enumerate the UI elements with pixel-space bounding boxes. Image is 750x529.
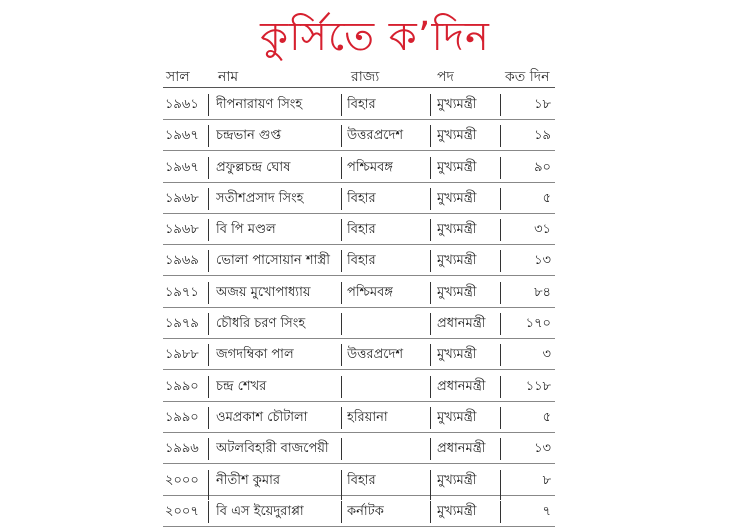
column-divider: [208, 501, 209, 523]
column-divider: [500, 94, 501, 116]
name-cell: ভোলা পাসোয়ান শাস্ত্রী: [216, 253, 330, 269]
column-divider: [500, 501, 501, 523]
table-row: [0, 185, 750, 213]
year-cell: ১৯৬৮: [165, 190, 199, 206]
column-divider: [208, 125, 209, 147]
column-divider: [430, 219, 431, 241]
state-cell: বিহার: [347, 190, 376, 206]
header-name: নাম: [218, 69, 239, 85]
data-table: [0, 91, 750, 529]
column-divider: [341, 407, 342, 429]
column-divider: [430, 313, 431, 335]
state-cell: বিহার: [347, 222, 376, 238]
post-cell: প্রধানমন্ত্রী: [437, 441, 486, 457]
table-row: [0, 404, 750, 432]
post-cell: মুখ্যমন্ত্রী: [437, 253, 477, 269]
column-divider: [208, 282, 209, 304]
column-divider: [430, 376, 431, 398]
column-divider: [341, 219, 342, 241]
year-cell: ১৯৯০: [165, 409, 199, 425]
row-divider: [163, 369, 555, 370]
header-days: কত দিন: [505, 69, 550, 85]
column-divider: [500, 250, 501, 272]
row-divider: [163, 275, 555, 276]
row-divider: [163, 495, 555, 496]
column-divider: [341, 344, 342, 366]
column-divider: [208, 250, 209, 272]
table-row: [0, 435, 750, 463]
post-cell: প্রধানমন্ত্রী: [437, 378, 486, 394]
state-cell: পশ্চিমবঙ্গ: [347, 159, 393, 175]
header-year: সাল: [166, 69, 190, 85]
state-cell: বিহার: [347, 97, 376, 112]
header-state: রাজ্য: [351, 69, 380, 85]
column-divider: [341, 125, 342, 147]
year-cell: ২০০০: [165, 472, 199, 488]
days-cell: ১৩: [534, 253, 551, 269]
column-divider: [500, 344, 501, 366]
days-cell: ৮: [542, 472, 551, 488]
name-cell: বি এস ইয়েদুরাপ্পা: [216, 503, 304, 519]
page-title: কুর্সিতে ক’দিন: [260, 14, 490, 60]
column-divider: [430, 157, 431, 179]
name-cell: বি পি মণ্ডল: [216, 222, 276, 238]
post-cell: মুখ্যমন্ত্রী: [437, 222, 477, 238]
table-row: [0, 216, 750, 244]
state-cell: [347, 435, 427, 463]
name-cell: দীপনারায়ণ সিংহ: [216, 97, 303, 112]
name-cell: চন্দ্রভান গুপ্ত: [216, 128, 282, 144]
column-divider: [341, 501, 342, 523]
column-divider: [208, 188, 209, 210]
post-cell: মুখ্যমন্ত্রী: [437, 409, 477, 425]
table-row: [0, 122, 750, 150]
table-row: [0, 310, 750, 338]
post-cell: মুখ্যমন্ত্রী: [437, 159, 477, 175]
column-divider-stub: [430, 488, 431, 500]
column-divider: [341, 376, 342, 398]
state-cell: উত্তরপ্রদেশ: [347, 347, 404, 363]
days-cell: ৩: [542, 347, 551, 363]
name-cell: নীতীশ কুমার: [216, 472, 281, 488]
name-cell: ওমপ্রকাশ চৌটালা: [216, 409, 308, 425]
name-cell: সতীশপ্রসাদ সিংহ: [216, 190, 304, 206]
row-divider: [163, 432, 555, 433]
column-divider: [208, 407, 209, 429]
column-divider: [208, 157, 209, 179]
column-divider: [430, 250, 431, 272]
year-cell: ১৯৬৯: [165, 253, 199, 269]
column-divider-stub: [500, 488, 501, 500]
column-divider: [500, 407, 501, 429]
name-cell: চৌধরি চরণ সিংহ: [216, 316, 306, 332]
row-divider: [163, 150, 555, 151]
column-divider: [208, 438, 209, 460]
column-divider: [500, 188, 501, 210]
year-cell: ১৯৭৯: [165, 316, 199, 332]
year-cell: ১৯৬৭: [165, 159, 199, 175]
table-row: [0, 154, 750, 182]
post-cell: মুখ্যমন্ত্রী: [437, 347, 477, 363]
days-cell: ১৮: [534, 97, 551, 112]
column-divider: [208, 94, 209, 116]
year-cell: ১৯৬৭: [165, 128, 199, 144]
column-divider: [430, 344, 431, 366]
row-divider: [163, 526, 555, 527]
row-divider: [163, 307, 555, 308]
column-divider: [341, 282, 342, 304]
column-divider: [430, 501, 431, 523]
days-cell: ১৯: [534, 128, 551, 144]
year-cell: ১৯৭১: [165, 284, 199, 300]
column-divider: [341, 438, 342, 460]
state-cell: বিহার: [347, 253, 376, 269]
table-row: [0, 279, 750, 307]
days-cell: ৯০: [534, 159, 551, 175]
days-cell: ৮৪: [534, 284, 551, 300]
year-cell: ১৯৮৮: [165, 347, 199, 363]
days-cell: ১৭০: [525, 316, 551, 332]
name-cell: প্রফুল্লচন্দ্র ঘোষ: [216, 159, 291, 175]
column-divider: [500, 376, 501, 398]
column-divider: [341, 250, 342, 272]
table-row: [0, 91, 750, 119]
year-cell: ১৯৬৮: [165, 222, 199, 238]
column-divider: [430, 282, 431, 304]
days-cell: ৫: [542, 409, 551, 425]
name-cell: অটলবিহারী বাজপেয়ী: [216, 441, 329, 457]
post-cell: মুখ্যমন্ত্রী: [437, 97, 477, 112]
column-divider: [500, 313, 501, 335]
state-cell: বিহার: [347, 472, 376, 488]
row-divider: [163, 213, 555, 214]
table-row: [0, 498, 750, 526]
column-divider: [341, 94, 342, 116]
post-cell: মুখ্যমন্ত্রী: [437, 503, 477, 519]
column-divider: [500, 219, 501, 241]
year-cell: ২০০৭: [165, 503, 199, 519]
table-header: [0, 66, 750, 88]
table-row: [0, 247, 750, 275]
days-cell: ৫: [542, 190, 551, 206]
row-divider: [163, 244, 555, 245]
column-divider-stub: [208, 488, 209, 500]
column-divider: [430, 407, 431, 429]
post-cell: মুখ্যমন্ত্রী: [437, 284, 477, 300]
post-cell: প্রধানমন্ত্রী: [437, 316, 486, 332]
name-cell: জগদম্বিকা পাল: [216, 347, 294, 363]
column-divider: [500, 438, 501, 460]
post-cell: মুখ্যমন্ত্রী: [437, 472, 477, 488]
column-divider-stub: [341, 488, 342, 500]
column-divider: [500, 282, 501, 304]
days-cell: ১৩: [534, 441, 551, 457]
year-cell: ১৯৯০: [165, 378, 199, 394]
year-cell: ১৯৯৬: [165, 441, 199, 457]
column-divider: [500, 157, 501, 179]
header-post: পদ: [437, 69, 454, 85]
state-cell: কর্নাটক: [347, 503, 384, 519]
name-cell: চন্দ্র শেখর: [216, 378, 267, 394]
row-divider: [163, 119, 555, 120]
header-divider: [163, 87, 555, 88]
row-divider: [163, 182, 555, 183]
column-divider: [500, 125, 501, 147]
column-divider: [208, 313, 209, 335]
column-divider: [430, 438, 431, 460]
days-cell: ৩১: [534, 222, 551, 238]
state-cell: উত্তরপ্রদেশ: [347, 128, 404, 144]
post-cell: মুখ্যমন্ত্রী: [437, 190, 477, 206]
post-cell: মুখ্যমন্ত্রী: [437, 128, 477, 144]
year-cell: ১৯৬১: [165, 97, 199, 112]
row-divider: [163, 338, 555, 339]
column-divider: [430, 188, 431, 210]
column-divider: [430, 125, 431, 147]
state-cell: [347, 373, 427, 401]
state-cell: হরিয়ানা: [347, 409, 388, 425]
table-row: [0, 373, 750, 401]
row-divider: [163, 463, 555, 464]
name-cell: অজয় মুখোপাধ্যায়: [216, 284, 311, 300]
row-divider: [163, 401, 555, 402]
column-divider: [208, 219, 209, 241]
column-divider: [430, 94, 431, 116]
column-divider: [341, 157, 342, 179]
column-divider: [208, 376, 209, 398]
table-row: [0, 341, 750, 369]
table-row: [0, 467, 750, 495]
column-divider: [341, 188, 342, 210]
days-cell: ৭: [542, 503, 551, 519]
state-cell: পশ্চিমবঙ্গ: [347, 284, 393, 300]
days-cell: ১১৮: [525, 378, 551, 394]
column-divider: [208, 344, 209, 366]
state-cell: [347, 310, 427, 338]
column-divider: [341, 313, 342, 335]
